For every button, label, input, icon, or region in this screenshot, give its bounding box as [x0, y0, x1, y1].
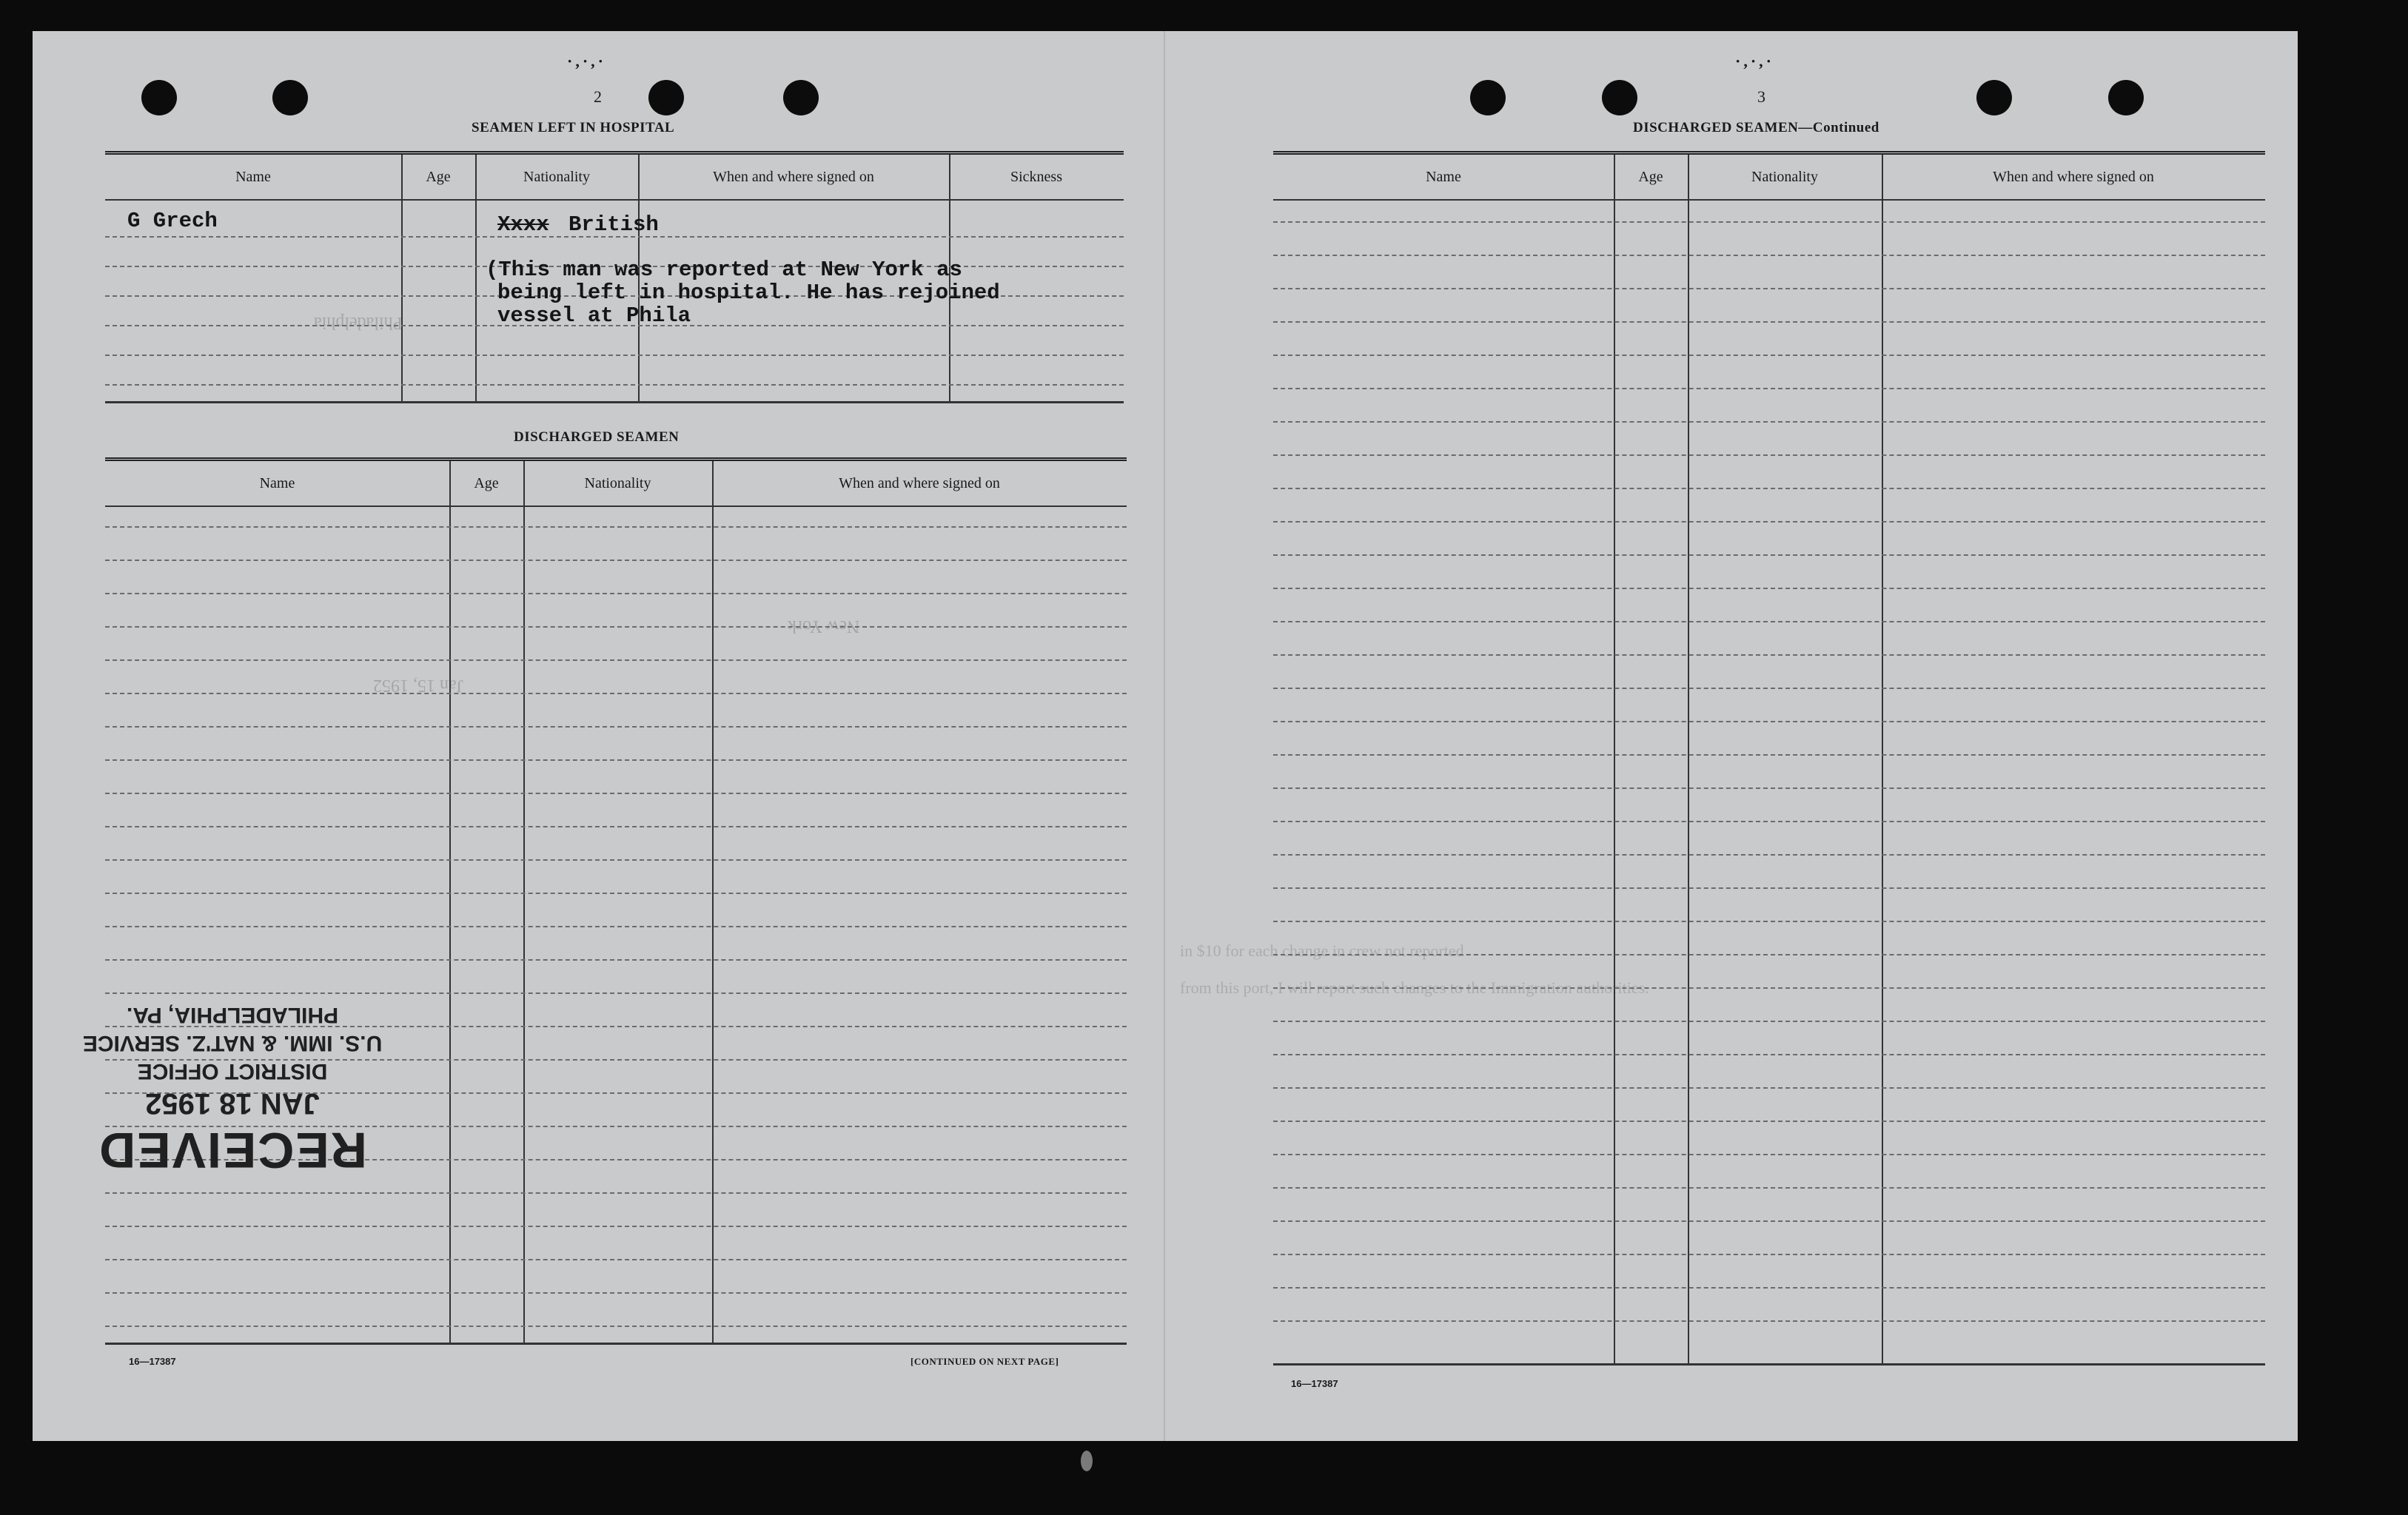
column-header-sickness: Sickness [1010, 168, 1062, 185]
punch-hole [141, 80, 177, 115]
ruled-line [1273, 421, 2265, 423]
ruled-line [1273, 1320, 2265, 1322]
stamp-date: JAN 18 1952 [145, 1087, 320, 1120]
ruled-line [1273, 288, 2265, 289]
ruled-line [105, 793, 1127, 794]
ruled-line [1273, 554, 2265, 556]
continued-title-main: DISCHARGED SEAMEN [1633, 120, 1799, 135]
scan-artifact [1081, 1451, 1093, 1471]
column-divider [1688, 155, 1689, 1365]
ruled-line [105, 1326, 1127, 1327]
seaman-name: G Grech [127, 209, 218, 233]
column-header-nationality: Nationality [1751, 168, 1818, 185]
page-left [33, 31, 1165, 1441]
top-mark: ·,·,· [1735, 52, 1775, 70]
ruled-line [1273, 454, 2265, 456]
ruled-line [105, 1226, 1127, 1227]
page-number: 2 [594, 87, 602, 106]
column-header-name: Name [235, 168, 271, 185]
ruled-line [1273, 321, 2265, 323]
struck-nationality: Xxxx [497, 212, 549, 237]
punch-hole [2108, 80, 2144, 115]
column-header-nationality: Nationality [584, 474, 651, 491]
bleed-through-text: Philadelphia [314, 313, 403, 332]
ruled-line [105, 1259, 1127, 1260]
ruled-line [105, 1192, 1127, 1194]
discharged-section-title: DISCHARGED SEAMEN [514, 429, 680, 445]
ruled-line [1273, 1287, 2265, 1289]
punch-hole [272, 80, 308, 115]
stamp-office: DISTRICT OFFICE [137, 1059, 328, 1084]
ruled-line [1273, 1021, 2265, 1022]
ruled-line [105, 626, 1127, 628]
column-header-age: Age [426, 168, 451, 185]
bleed-through-text: New York [788, 617, 860, 636]
punch-hole [648, 80, 684, 115]
hospital-table-header [105, 155, 1124, 201]
remark-line: being left in hospital. He has rejoined [497, 281, 1000, 305]
ruled-line [1273, 954, 2265, 955]
ruled-line [105, 726, 1127, 728]
ruled-line [1273, 355, 2265, 356]
column-divider [1614, 155, 1615, 1365]
ruled-line [1273, 1220, 2265, 1222]
ruled-line [105, 526, 1127, 528]
ruled-line [1273, 887, 2265, 889]
ruled-line [105, 693, 1127, 694]
ruled-line [1273, 521, 2265, 523]
scanned-document [33, 31, 2298, 1441]
ruled-line [1273, 821, 2265, 822]
punch-hole [1602, 80, 1637, 115]
ruled-line [1273, 1254, 2265, 1255]
hospital-section-title: SEAMEN LEFT IN HOSPITAL [472, 120, 675, 135]
ruled-line [105, 355, 1124, 356]
ruled-line [1273, 1054, 2265, 1055]
ruled-line [1273, 754, 2265, 756]
ruled-line [105, 659, 1127, 661]
continued-table-header [1273, 155, 2265, 201]
ruled-line [105, 893, 1127, 894]
column-divider [1882, 155, 1883, 1365]
ruled-line [1273, 721, 2265, 722]
table-bottom-rule [105, 1343, 1127, 1345]
page-number: 3 [1757, 87, 1765, 106]
column-divider [475, 155, 477, 403]
bleed-through-text: Jan 15, 1952 [373, 676, 463, 695]
punch-hole [1470, 80, 1506, 115]
top-mark: ·,·,· [567, 52, 607, 70]
column-divider [401, 155, 403, 403]
ruled-line [1273, 1087, 2265, 1089]
ruled-line [105, 593, 1127, 594]
column-header-age: Age [474, 474, 499, 491]
ruled-line [1273, 255, 2265, 256]
bleed-through-text: from this port, I will report such changes to the Immigration authorities. [1180, 978, 1649, 997]
discharged-table-header [105, 461, 1127, 507]
stamp-service: U.S. IMM. & NAT'Z. SERVICE [82, 1031, 383, 1055]
column-header-nationality: Nationality [523, 168, 590, 185]
stamp-received: RECEIVED [98, 1122, 367, 1178]
ruled-line [105, 759, 1127, 761]
ruled-line [1273, 654, 2265, 656]
discharged-continued-table [1273, 151, 2265, 1365]
ruled-line [1273, 588, 2265, 589]
ruled-line [1273, 921, 2265, 922]
remark-line: (This man was reported at New York as [486, 258, 962, 282]
ruled-line [105, 859, 1127, 861]
discharged-table [105, 457, 1127, 1345]
form-code: 16—17387 [1291, 1378, 1338, 1389]
received-stamp [77, 956, 388, 1178]
form-code: 16—17387 [129, 1356, 176, 1367]
bleed-through-text: in $10 for each change in crew not reported [1180, 941, 1464, 960]
ruled-line [1273, 688, 2265, 689]
punch-hole [783, 80, 819, 115]
ruled-line [105, 826, 1127, 827]
ruled-line [1273, 388, 2265, 389]
ruled-line [105, 384, 1124, 386]
continued-title-suffix: —Continued [1798, 120, 1879, 135]
column-header-age: Age [1638, 168, 1663, 185]
column-header-signed-on: When and where signed on [1993, 168, 2154, 185]
ruled-line [1273, 854, 2265, 856]
continued-section-title [1633, 120, 1879, 136]
column-header-signed-on: When and where signed on [839, 474, 1000, 491]
column-header-signed-on: When and where signed on [713, 168, 874, 185]
ruled-line [105, 1292, 1127, 1294]
ruled-line [1273, 1154, 2265, 1155]
ruled-line [1273, 1121, 2265, 1122]
continued-notice: [CONTINUED ON NEXT PAGE] [910, 1356, 1059, 1367]
ruled-line [1273, 787, 2265, 789]
page-right [1165, 31, 2298, 1441]
column-header-name: Name [1426, 168, 1461, 185]
remark-line: vessel at Phila [497, 303, 691, 328]
ruled-line [105, 560, 1127, 561]
ruled-line [1273, 488, 2265, 489]
ruled-line [105, 926, 1127, 927]
punch-hole [1976, 80, 2012, 115]
stamp-city: PHILADELPHIA, PA. [126, 1003, 339, 1027]
column-header-name: Name [259, 474, 295, 491]
table-bottom-rule [105, 401, 1124, 403]
ruled-line [1273, 221, 2265, 223]
table-bottom-rule [1273, 1363, 2265, 1365]
ruled-line [1273, 987, 2265, 989]
ruled-line [1273, 621, 2265, 622]
seaman-nationality: British [569, 212, 659, 237]
ruled-line [1273, 1187, 2265, 1189]
